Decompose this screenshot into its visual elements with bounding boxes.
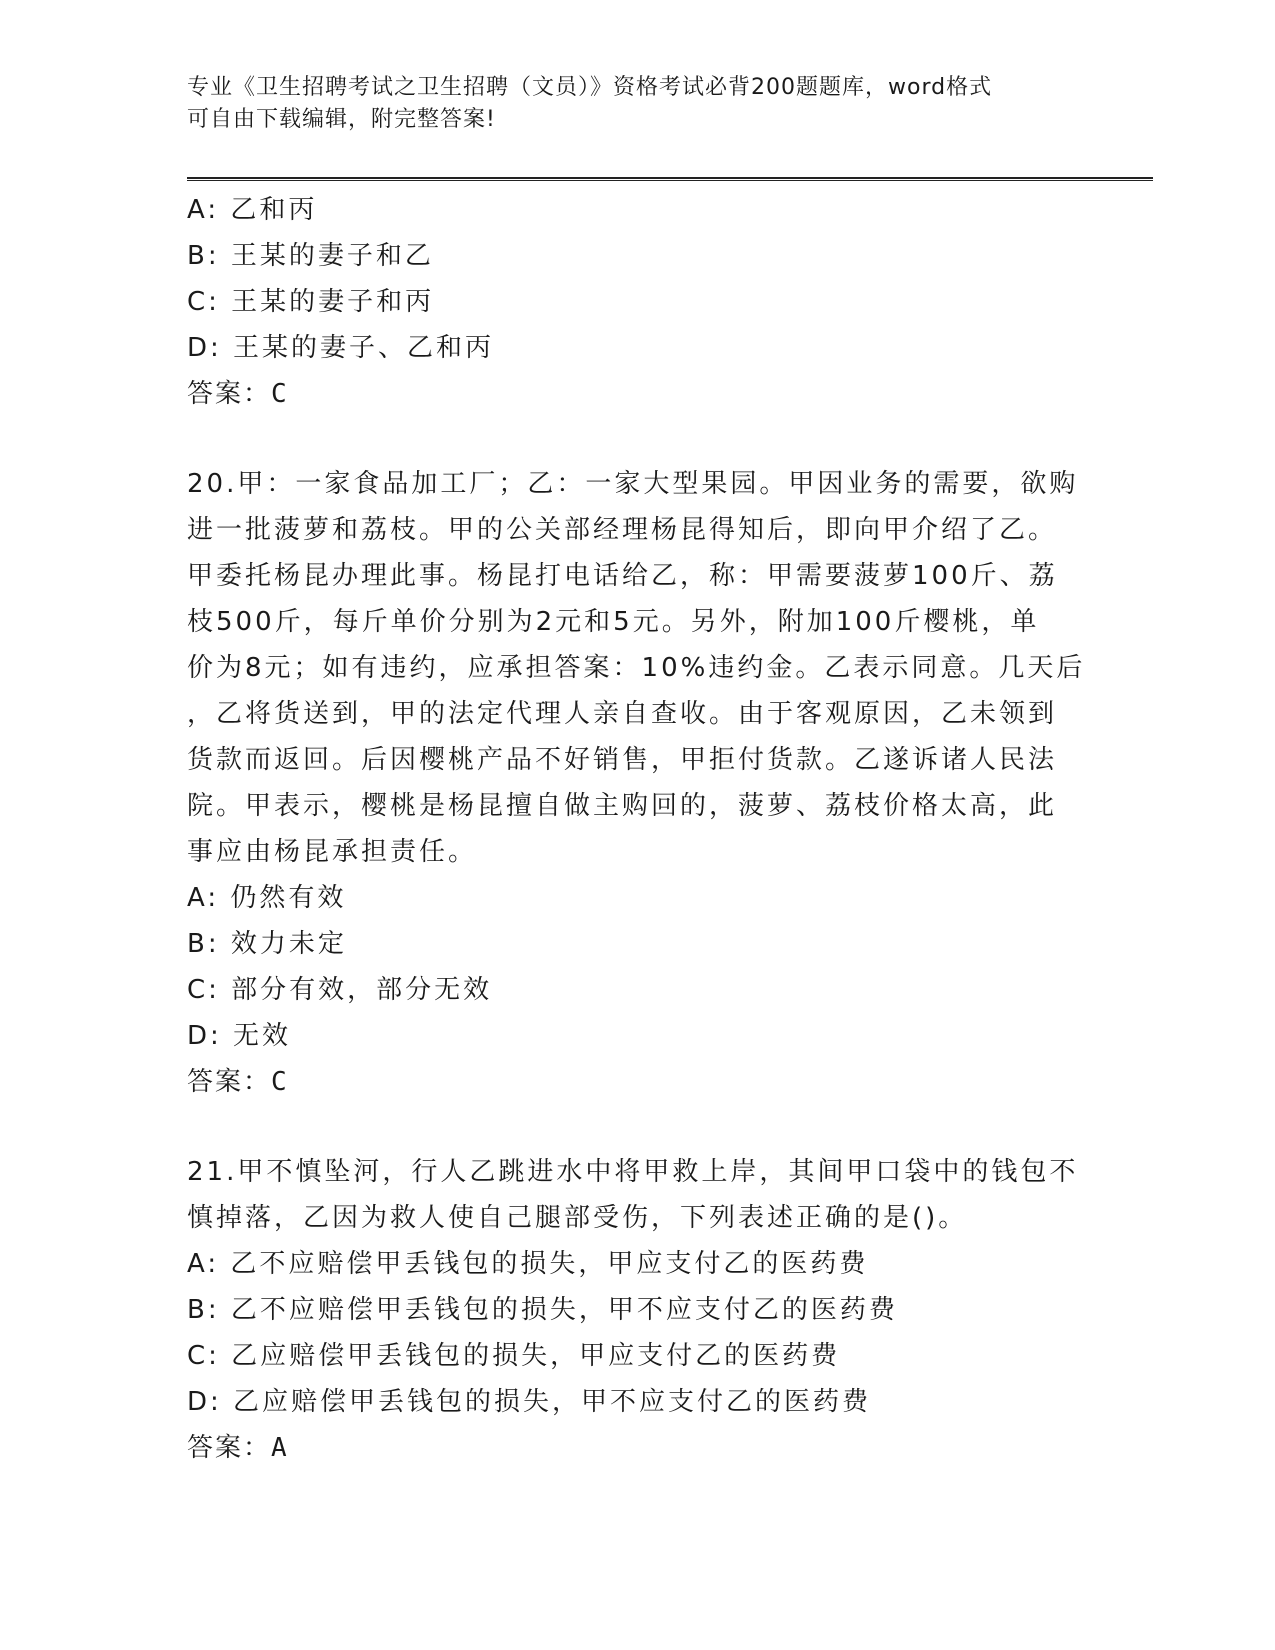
option-c: C: 部分有效，部分无效 <box>187 975 493 1005</box>
question-text-line: 院。甲表示，樱桃是杨昆擅自做主购回的，菠萝、荔枝价格太高，此 <box>187 791 1058 821</box>
question-text-line: 20.甲：一家食品加工厂；乙：一家大型果园。甲因业务的需要，欲购 <box>187 469 1079 499</box>
question-text-line: 慎掉落，乙因为救人使自己腿部受伤，下列表述正确的是()。 <box>187 1203 968 1233</box>
option-d: D: 王某的妻子、乙和丙 <box>187 333 495 363</box>
header-line-2: 可自由下载编辑，附完整答案! <box>187 107 496 132</box>
question-19 <box>187 187 1087 417</box>
option-b: B: 效力未定 <box>187 929 347 959</box>
question-text-line: 甲委托杨昆办理此事。杨昆打电话给乙，称：甲需要菠萝100斤、荔 <box>187 561 1058 591</box>
question-text-line: 枝500斤，每斤单价分别为2元和5元。另外，附加100斤樱桃，单 <box>187 607 1040 637</box>
page-header <box>187 72 1087 136</box>
spacer <box>187 1105 1087 1149</box>
option-d: D: 乙应赔偿甲丢钱包的损失，甲不应支付乙的医药费 <box>187 1387 872 1417</box>
question-text-line: 事应由杨昆承担责任。 <box>187 837 478 867</box>
answer: 答案：C <box>187 1067 289 1097</box>
option-b: B: 乙不应赔偿甲丢钱包的损失，甲不应支付乙的医药费 <box>187 1295 898 1325</box>
header-divider <box>187 177 1153 181</box>
header-line-1: 专业《卫生招聘考试之卫生招聘（文员）》资格考试必背200题题库，word格式 <box>187 75 993 100</box>
question-20 <box>187 461 1087 1105</box>
option-a: A: 乙不应赔偿甲丢钱包的损失，甲应支付乙的医药费 <box>187 1249 869 1279</box>
option-c: C: 王某的妻子和丙 <box>187 287 435 317</box>
option-b: B: 王某的妻子和乙 <box>187 241 434 271</box>
answer: 答案：C <box>187 379 289 409</box>
option-a: A: 乙和丙 <box>187 195 318 225</box>
option-a: A: 仍然有效 <box>187 883 347 913</box>
option-d: D: 无效 <box>187 1021 292 1051</box>
answer: 答案：A <box>187 1433 289 1463</box>
question-text-line: 进一批菠萝和荔枝。甲的公关部经理杨昆得知后，即向甲介绍了乙。 <box>187 515 1058 545</box>
spacer <box>187 417 1087 461</box>
document-body <box>187 187 1087 1471</box>
question-text-line: 货款而返回。后因樱桃产品不好销售，甲拒付货款。乙遂诉诸人民法 <box>187 745 1058 775</box>
question-21 <box>187 1149 1087 1471</box>
question-text-line: 价为8元；如有违约，应承担答案：10%违约金。乙表示同意。几天后 <box>187 653 1086 683</box>
question-text-line: 21.甲不慎坠河，行人乙跳进水中将甲救上岸，其间甲口袋中的钱包不 <box>187 1157 1079 1187</box>
question-text-line: ，乙将货送到，甲的法定代理人亲自查收。由于客观原因，乙未领到 <box>187 699 1058 729</box>
option-c: C: 乙应赔偿甲丢钱包的损失，甲应支付乙的医药费 <box>187 1341 841 1371</box>
